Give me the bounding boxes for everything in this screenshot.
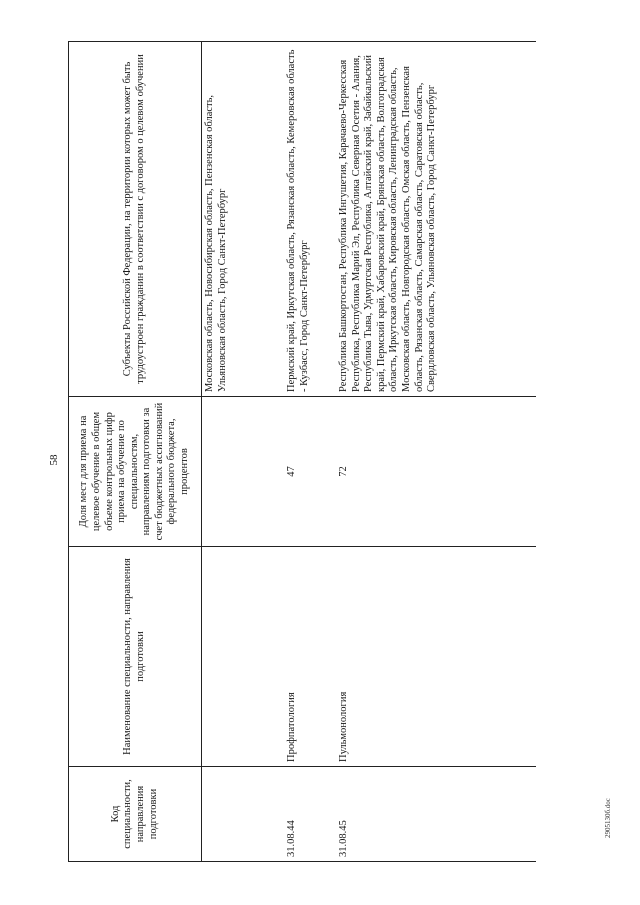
cell-share: 47 xyxy=(284,397,336,547)
cell-regions: Московская область, Новосибирская область, Пензенская область, Ульяновская область, Город Санкт-Петербург xyxy=(202,42,285,397)
cell-code: 31.08.45 xyxy=(336,767,536,862)
document-code: 2905130б.doc xyxy=(604,798,612,838)
table-header-row xyxy=(69,42,202,862)
targeted-training-table xyxy=(68,41,536,862)
header-regions: Субъекты Российской Федерации, на территории которых может быть трудоустроен гражданин в соответствии с договором о целевом обучении xyxy=(69,42,202,397)
cell-regions: Республика Башкортостан, Республика Ингушетия, Карачаево-Черкесская Республика, Республика Марий Эл, Республика Северная Осетия - Алания, Республика Тыва, Удмуртская Республика, Алтайский край, Забайкальский край, Пермский край, Хабаровский край, Брянская область, Волгоградская область, Иркутская область, Кировская область, Ленинградская область, Московская область, Новгородская область, Омская область, Пензенская область, Рязанская область, Самарская область, Саратовская область, Свердловская область, Ульяновская область, Город Санкт-Петербург xyxy=(336,42,536,397)
cell-name: Пульмонология xyxy=(336,547,536,767)
rotated-table-wrapper xyxy=(68,42,538,862)
cell-code xyxy=(202,767,285,862)
cell-name xyxy=(202,547,285,767)
cell-share: 72 xyxy=(336,397,536,547)
page-number: 58 xyxy=(48,454,60,466)
header-code: Код специальности, направления подготовки xyxy=(69,767,202,862)
table-row xyxy=(202,42,285,862)
table-row xyxy=(336,42,536,862)
header-share: Доля мест для приема на целевое обучение в общем объеме контрольных цифр приема на обучение по специальностям, направлениям подготовки за счет бюджетных ассигнований федерального бюджета, процентов xyxy=(69,397,202,547)
header-name: Наименование специальности, направления подготовки xyxy=(69,547,202,767)
cell-regions: Пермский край, Иркутская область, Рязанская область, Кемеровская область - Кузбасс, Город Санкт-Петербург xyxy=(284,42,336,397)
cell-name: Профпатология xyxy=(284,547,336,767)
table-row xyxy=(284,42,336,862)
cell-share xyxy=(202,397,285,547)
cell-code: 31.08.44 xyxy=(284,767,336,862)
